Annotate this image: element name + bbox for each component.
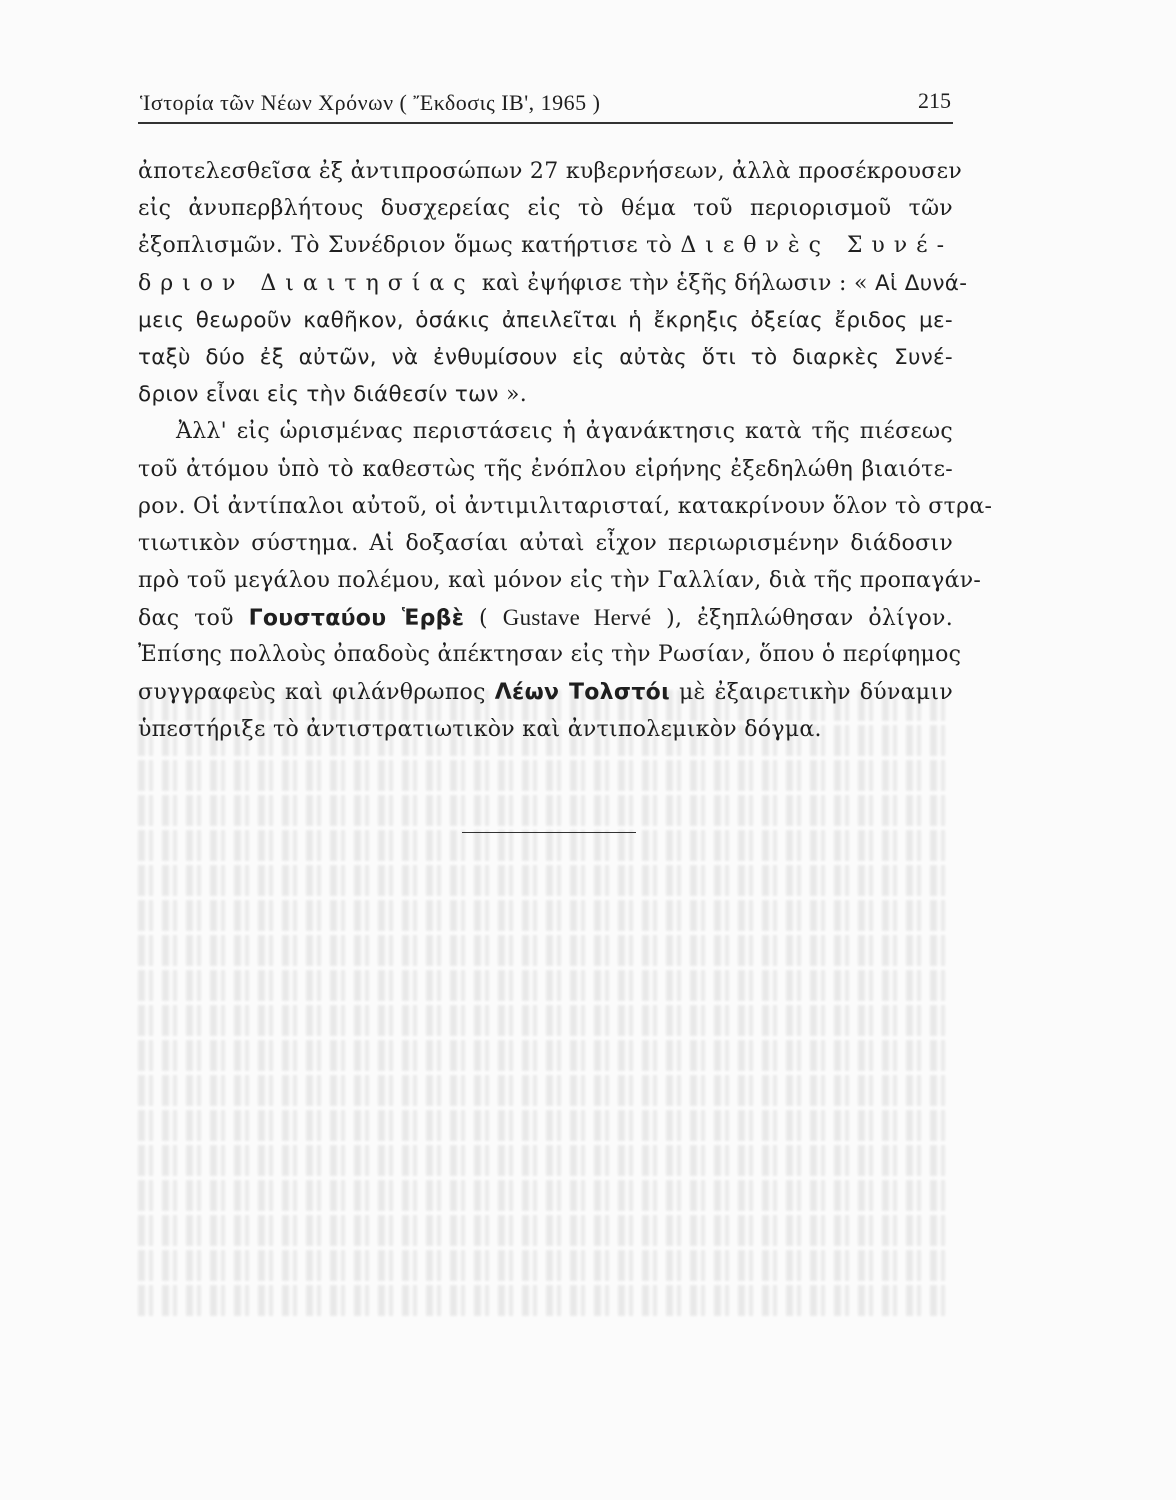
paragraph-1-line-3 <box>138 227 953 264</box>
text-run: συγγραφεὺς καὶ φιλάνθρωπος <box>138 679 486 705</box>
paragraph-1-line-5: μεις θεωροῦν καθῆκον, ὁσάκις ἀπειλεῖται ἡ ἔκρηξις ὀξείας ἔριδος με- <box>138 307 953 333</box>
body-text <box>138 153 993 748</box>
text-run: ἐξοπλισμῶν. Τὸ Συνέδριον ὅμως κατήρτισε τὸ <box>138 233 673 259</box>
paragraph-1-line-6: ταξὺ δύο ἐξ αὐτῶν, νὰ ἐνθυμίσουν εἰς αὐτὰς ὅτι τὸ διαρκὲς Συνέ- <box>138 344 953 370</box>
text-run: ( <box>479 606 488 632</box>
show-through-texture <box>138 690 953 1340</box>
running-header <box>138 88 953 124</box>
text-run: καὶ ἐψήφισε τὴν ἑξῆς δήλωσιν : « <box>481 270 868 296</box>
bold-name-herve: Γουσταύου Ἑρβὲ <box>248 606 465 632</box>
text-run: μὲ ἐξαιρετικὴν δύναμιν <box>678 679 953 705</box>
paragraph-2-line-6 <box>138 599 953 636</box>
paragraph-2-line-1: Ἀλλ' εἰς ὡρισμένας περιστάσεις ἡ ἀγανάκτησις κατὰ τῆς πιέσεως <box>176 419 953 445</box>
paragraph-2-line-4: τιωτικὸν σύστημα. Αἱ δοξασίαι αὐταὶ εἶχον περιωρισμένην διάδοσιν <box>138 530 953 556</box>
paragraph-1-line-1: ἀποτελεσθεῖσα ἐξ ἀντιπροσώπων 27 κυβερνήσεων, ἀλλὰ προσέκρουσεν <box>138 159 962 184</box>
text-run: ), ἐξηπλώθησαν ὀλίγον. <box>666 606 953 632</box>
page-number: 215 <box>918 88 951 113</box>
paragraph-2-line-2: τοῦ ἀτόμου ὑπὸ τὸ καθεστὼς τῆς ἐνόπλου εἰρήνης ἐξεδηλώθη βιαιότε- <box>138 456 953 482</box>
running-title: Ἱστορία τῶν Νέων Χρόνων ( Ἔκδοσις ΙΒ', 1965 ) <box>140 90 601 115</box>
paragraph-2-line-3: ρον. Οἱ ἀντίπαλοι αὐτοῦ, οἱ ἀντιμιλιταρισταί, κατακρίνουν ὅλον τὸ στρα- <box>138 493 993 519</box>
paragraph-1-line-2: εἰς ἀνυπερβλήτους δυσχερείας εἰς τὸ θέμα τοῦ περιορισμοῦ τῶν <box>138 196 953 222</box>
quoted-text: δριον εἶναι εἰς τὴν διάθεσίν των <box>138 382 499 408</box>
paragraph-2-line-8 <box>138 674 953 711</box>
paragraph-1-line-7 <box>138 376 953 413</box>
bold-name-tolstoy: Λέων Τολστόι <box>494 679 670 705</box>
paragraph-2-line-7: Ἐπίσης πολλοὺς ὀπαδοὺς ἀπέκτησαν εἰς τὴν Ρωσίαν, ὅπου ὁ περίφημος <box>138 642 962 668</box>
text-run: δας τοῦ <box>138 606 234 632</box>
paragraph-2-line-5: πρὸ τοῦ μεγάλου πολέμου, καὶ μόνον εἰς τὴν Γαλλίαν, διὰ τῆς προπαγάν- <box>138 568 982 594</box>
latin-name-herve: Gustave Hervé <box>502 605 652 631</box>
text-run: ». <box>498 382 528 408</box>
paragraph-2-line-9: ὑπεστήριξε τὸ ἀντιστρατιωτικὸν καὶ ἀντιπολεμικὸν δόγμα. <box>138 716 822 742</box>
quoted-text: Αἱ Δυνά- <box>875 270 968 296</box>
paragraph-1-line-4 <box>138 265 968 302</box>
spaced-term-arbitration: δριον Διαιτησίας <box>138 270 475 296</box>
spaced-term-international-conference: Διεθνὲς Συνέ- <box>680 233 954 259</box>
section-divider <box>462 832 636 833</box>
